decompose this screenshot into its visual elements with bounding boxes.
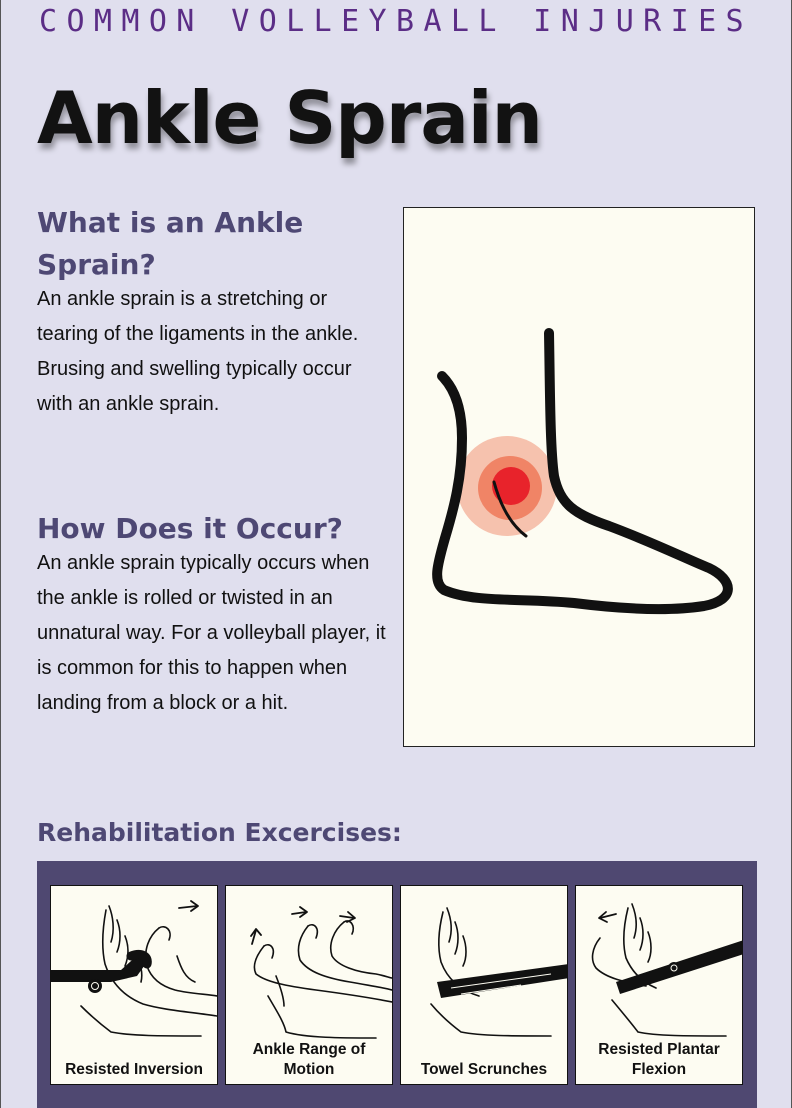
injured-ankle-icon bbox=[404, 208, 756, 748]
exercise-card-towel-scrunches bbox=[400, 885, 568, 1085]
page-title: Ankle Sprain bbox=[37, 76, 542, 160]
towel-scrunches-icon bbox=[401, 886, 568, 1085]
injury-glow bbox=[457, 436, 557, 536]
exercise-label: Resisted Inversion bbox=[65, 1061, 203, 1078]
exercise-card-resisted-plantar-flexion bbox=[575, 885, 743, 1085]
exercise-label: Towel Scrunches bbox=[420, 1061, 548, 1078]
how-does-it-occur-body: An ankle sprain typically occurs when the ankle is rolled or twisted in an unnatural way. For a volleyball player, it is common for this to happen when landing from a block or a hit. bbox=[37, 552, 386, 714]
what-is-heading: What is an Ankle Sprain? bbox=[37, 206, 304, 281]
exercise-card-ankle-range-of-motion bbox=[225, 885, 393, 1085]
section-kicker: COMMON VOLLEYBALL INJURIES bbox=[39, 4, 753, 39]
exercise-label: Resisted Plantar Flexion bbox=[598, 1041, 720, 1078]
resisted-inversion-icon bbox=[51, 886, 218, 1085]
injury-core bbox=[492, 467, 530, 505]
rehab-exercise-panel bbox=[37, 861, 757, 1108]
exercise-label: Ankle Range of Motion bbox=[252, 1041, 366, 1078]
ankle-illustration bbox=[403, 207, 755, 747]
what-is-body: An ankle sprain is a stretching or tearing of the ligaments in the ankle. Brusing and swelling typically occur with an ankle sprain. bbox=[37, 288, 359, 415]
exercise-card-resisted-inversion bbox=[50, 885, 218, 1085]
rehab-heading: Rehabilitation Excercises: bbox=[37, 818, 402, 847]
how-does-it-occur-heading: How Does it Occur? bbox=[37, 512, 343, 545]
